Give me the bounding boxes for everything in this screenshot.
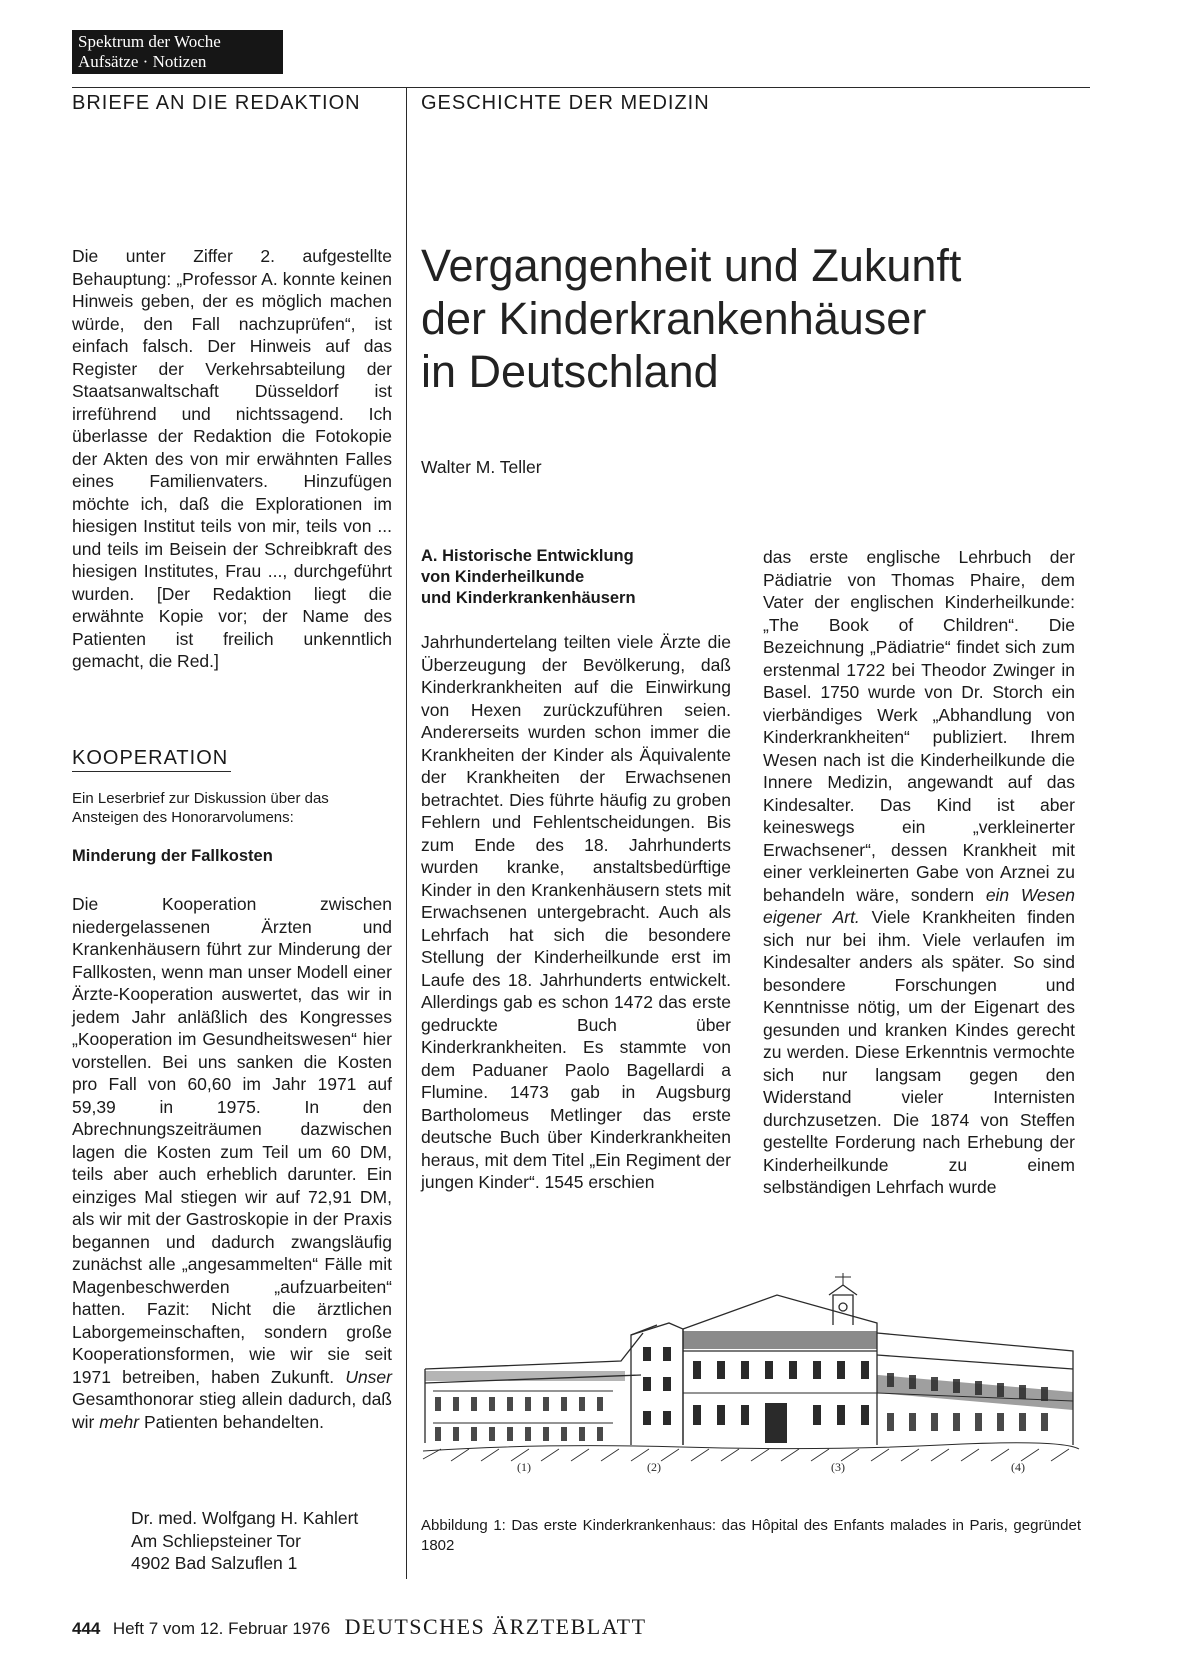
issue-info: Heft 7 vom 12. Februar 1976 <box>112 1619 331 1638</box>
article-column-2-paragraph <box>763 546 1075 1199</box>
title-line-3: in Deutschland <box>421 346 719 397</box>
article-column-2-text-1: das erste englische Lehrbuch der Pädiatrie von Thomas Phaire, dem Vater der englischen Kinderheilkunde: „The Book of Children“. Die Bezeichnung „Pädiatrie“ findet sich zum erstenmal 1722 bei Theodor Zwinger in Basel. 1750 wurde von Dr. Storch ein vierbändiges Werk „Abhandlung von Kinderkrankheiten“ publiziert. Ihrem Wesen nach ist die Kinderheilkunde die Innere Medizin, angewandt auf das Kindesalter. Das Kind ist aber keineswegs ein „verkleinerter Erwachsener“, dessen Krankheit mit einer verkleinerten Gabe von Arznei zu behandeln wäre, sondern <box>763 547 1075 905</box>
figure-label-2: (2) <box>647 1460 661 1474</box>
figure-label-1: (1) <box>517 1460 531 1474</box>
article-column-2 <box>763 546 1075 1199</box>
stamp-line-1: Spektrum der Woche <box>78 32 221 51</box>
letter-paragraph: Die unter Ziffer 2. aufgestellte Behauptung: „Professor A. konnte keinen Hinweis geben, der es möglich machen würde, den Fall nachzuprüfen“, ist einfach falsch. Der Hinweis auf das Register der Verkehrsabteilung der Staatsanwaltschaft Düsseldorf ist irreführend und nichtssagend. Ich überlasse der Redaktion die Fotokopie der Akten des von mir erwähnten Falles eines Familienvaters. Hinzufügen möchte ich, daß die Explorationen im hiesigen Institut teils von mir, teils von ... und teils im Beisein der Schreibkraft des hiesigen Institutes, Frau ..., durchgeführt wurden. [Der Redaktion liegt die erwähnte Kopie vor; der Name des Patienten ist freilich unkenntlich gemacht, die Red.] <box>72 246 392 671</box>
page-number: 444 <box>72 1619 101 1638</box>
column-divider <box>406 87 407 1579</box>
subheading-line-1: A. Historische Entwicklung <box>421 547 634 565</box>
kooperation-body <box>72 893 392 1433</box>
kooperation-heading: KOOPERATION <box>72 747 229 769</box>
journal-name: DEUTSCHES ÄRZTEBLATT <box>344 1614 647 1639</box>
section-stamp <box>72 30 283 74</box>
kooperation-intro: Ein Leserbrief zur Diskussion über das Ansteigen des Honorarvolumens: <box>72 790 329 826</box>
kooperation-text-3: Patienten behandelten. <box>139 1411 324 1432</box>
title-line-1: Vergangenheit und Zukunft <box>421 240 962 291</box>
letter-text <box>72 245 392 673</box>
article-subheading <box>421 546 721 609</box>
kooperation-paragraph <box>72 893 392 1433</box>
kooperation-text-2: Gesamthonorar stieg allein dadurch, daß wir <box>72 1389 392 1432</box>
signature-name: Dr. med. Wolfgang H. Kahlert <box>131 1508 359 1528</box>
figure-label-3: (3) <box>831 1460 845 1474</box>
letter-signature <box>131 1507 358 1575</box>
figure-label-4: (4) <box>1011 1460 1025 1474</box>
article-column-1-text: Jahrhundertelang teilten viele Ärzte die Überzeugung der Bevölkerung, daß Kinderkrankheiten auf die Einwirkung von Hexen zurückzuführen seien. Andererseits wurden schon immer die Krankheiten der Kinder als Äquivalente der Krankheiten der Erwachsenen betrachtet. Dies führte häufig zu groben Fehlern und Fehlentscheidungen. Bis zum Ende des 18. Jahrhunderts wurden kranke, anstaltsbedürftige Kinder in den Krankenhäusern stets mit Erwachsenen untergebracht. Auch als Lehrfach hat sich die besondere Stellung der Kinderheilkunde erst im Laufe des 18. Jahrhunderts entwickelt. Allerdings gab es schon 1472 das erste gedruckte Buch über Kinderkrankheiten. Es stammte von dem Paduaner Paolo Bagellardi a Flumine. 1473 gab in Augsburg Bartholomeus Metlinger das erste deutsche Buch über Kinderkrankheiten heraus, mit dem Titel „Ein Regiment der jungen Kinder“. 1545 erschien <box>421 632 731 1192</box>
kooperation-subheading: Minderung der Fallkosten <box>72 847 273 865</box>
right-section-label: GESCHICHTE DER MEDIZIN <box>421 92 710 114</box>
hospital-illustration <box>421 1273 1081 1475</box>
page-footer <box>72 1614 647 1640</box>
signature-city: 4902 Bad Salzuflen 1 <box>131 1553 298 1573</box>
signature-street: Am Schliepsteiner Tor <box>131 1530 301 1551</box>
stamp-line-2: Aufsätze · Notizen <box>78 52 207 71</box>
title-line-2: der Kinderkrankenhäuser <box>421 293 927 344</box>
left-section-label: BRIEFE AN DIE REDAKTION <box>72 92 361 114</box>
article-column-2-text-2: Viele Krankheiten finden sich nur bei ihm. Viele verlaufen im Kindesalter anders als später. So sind besondere Forschungen und Kenntnisse nötig, um der Eigenart des gesunden und kranken Kindes gerecht zu werden. Diese Erkenntnis vermochte sich nur langsam gegen den Widerstand vieler Internisten durchzusetzen. Die 1874 von Steffen gestellte Forderung nach Erhebung der Kinderheilkunde zu einem selbständigen Lehrfach wurde <box>763 907 1075 1197</box>
article-column-1 <box>421 631 731 1194</box>
kooperation-emphasis-2: mehr <box>99 1411 140 1432</box>
article-author: Walter M. Teller <box>421 457 542 477</box>
kooperation-underline <box>72 771 231 772</box>
figure-caption: Abbildung 1: Das erste Kinderkrankenhaus: das Hôpital des Enfants malades in Paris, gegründet 1802 <box>421 1517 1081 1554</box>
header-rule <box>72 87 1090 88</box>
subheading-line-2: von Kinderheilkunde <box>421 568 585 586</box>
kooperation-text-1: Die Kooperation zwischen niedergelassenen Ärzten und Krankenhäusern führt zur Minderung der Fallkosten, wenn man unser Modell einer Ärzte-Kooperation auswertet, das wir in jedem Jahr anläßlich des Kongresses „Kooperation im Gesundheitswesen“ hier vorstellen. Bei uns sanken die Kosten pro Fall von 60,60 im Jahr 1971 auf 59,39 in 1975. In den Abrechnungszeiträumen dazwischen lagen die Kosten zum Teil um 60 DM, teils aber auch erheblich darunter. Ein einziges Mal stiegen wir auf 72,91 DM, als wir mit der Gastroskopie in der Praxis begannen und dadurch zwangsläufig zunächst alle „angesammelten“ Fälle mit Magenbeschwerden „aufzuarbeiten“ hatten. Fazit: Nicht die ärztlichen Laborgemeinschaften, sondern große Kooperationsformen, wie wir sie seit 1971 betreiben, haben Zukunft. <box>72 894 392 1387</box>
subheading-line-3: und Kinderkrankenhäusern <box>421 589 636 607</box>
article-column-2-emphasis: ein Wesen eigener Art. <box>763 884 1075 927</box>
kooperation-emphasis-1: Unser <box>345 1366 392 1387</box>
article-title <box>421 239 1141 398</box>
